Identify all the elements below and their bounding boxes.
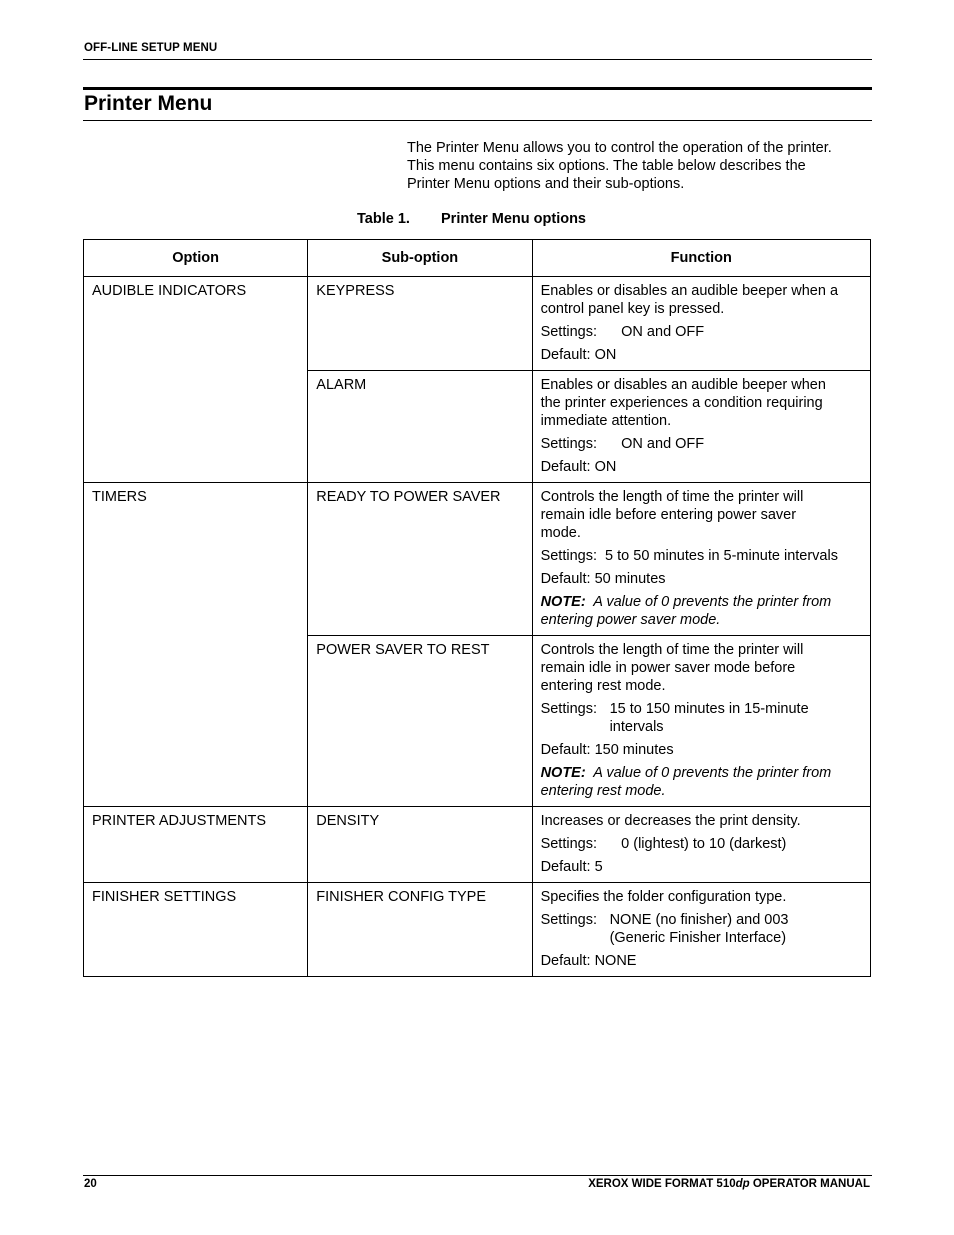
table-header-row (84, 240, 871, 277)
function-description (541, 282, 862, 318)
description-line: Specifies the folder configuration type. (540, 889, 787, 905)
function-description (541, 641, 862, 695)
settings-value: ON and OFF (621, 324, 705, 340)
intro-line: This menu contains six options. The table below describes the (407, 158, 806, 174)
table-row (84, 277, 871, 371)
settings-line (541, 323, 862, 341)
description-line: Enables or disables an audible beeper when a (540, 283, 839, 299)
table-caption-number: Table 1. (357, 211, 410, 227)
table-row (84, 483, 871, 636)
default-value: ON (594, 459, 617, 475)
option-cell: AUDIBLE INDICATORS (84, 277, 308, 483)
header-rule (83, 59, 872, 60)
intro-line: The Printer Menu allows you to control the operation of the printer. (407, 140, 832, 156)
description-line: the printer experiences a condition requiring (540, 395, 823, 411)
description-line: control panel key is pressed. (540, 301, 725, 317)
suboption-cell: FINISHER CONFIG TYPE (308, 883, 532, 977)
settings-label: Settings: (540, 436, 597, 452)
settings-label: Settings: (540, 701, 597, 717)
default-line (541, 458, 862, 476)
note-label: NOTE: (540, 765, 586, 781)
note-text: A value of 0 prevents the printer from (593, 765, 832, 781)
default-value: ON (594, 347, 617, 363)
table-row (84, 883, 871, 977)
default-value: NONE (594, 953, 637, 969)
intro-paragraph (407, 139, 877, 193)
default-label: Default: (540, 459, 591, 475)
function-description (541, 488, 862, 542)
default-value: 150 minutes (594, 742, 674, 758)
header-suboption: Sub-option (308, 240, 532, 277)
description-line: remain idle before entering power saver (540, 507, 797, 523)
page-title: Printer Menu (84, 92, 213, 115)
intro-line: Printer Menu options and their sub-options. (407, 176, 685, 192)
description-line: immediate attention. (540, 413, 672, 429)
settings-label: Settings: (540, 548, 597, 564)
option-cell: TIMERS (84, 483, 308, 807)
settings-value-line: intervals (609, 719, 664, 735)
option-cell: FINISHER SETTINGS (84, 883, 308, 977)
default-line (541, 858, 862, 876)
header-option: Option (84, 240, 308, 277)
settings-value-line: 15 to 150 minutes in 15-minute (609, 701, 809, 717)
default-label: Default: (540, 571, 591, 587)
suboption-cell: ALARM (308, 371, 532, 483)
note (541, 593, 862, 629)
default-value: 5 (594, 859, 603, 875)
function-cell (532, 371, 870, 483)
table-caption-title: Printer Menu options (441, 211, 586, 227)
default-label: Default: (540, 742, 591, 758)
settings-label: Settings: (540, 324, 597, 340)
function-cell (532, 807, 870, 883)
default-value: 50 minutes (594, 571, 666, 587)
settings-value: ON and OFF (621, 436, 705, 452)
suboption-cell: READY TO POWER SAVER (308, 483, 532, 636)
function-description (541, 888, 862, 906)
settings-value: 5 to 50 minutes in 5-minute intervals (605, 548, 838, 564)
settings-value (609, 911, 862, 947)
note-text: entering power saver mode. (540, 612, 721, 628)
settings-value-line: (Generic Finisher Interface) (609, 930, 787, 946)
suboption-cell: POWER SAVER TO REST (308, 636, 532, 807)
manual-title-italic: dp (735, 1178, 750, 1190)
settings-line (541, 911, 862, 947)
settings-line (541, 547, 862, 565)
description-line: remain idle in power saver mode before (540, 660, 796, 676)
description-line: mode. (540, 525, 581, 541)
settings-label: Settings: (540, 912, 597, 928)
running-head: OFF-LINE SETUP MENU (84, 42, 218, 54)
note-label: NOTE: (540, 594, 586, 610)
function-description (541, 812, 862, 830)
default-line (541, 952, 862, 970)
section-bottom-rule (83, 120, 872, 121)
section-top-rule (83, 87, 872, 90)
default-label: Default: (540, 953, 591, 969)
default-line (541, 741, 862, 759)
description-line: Increases or decreases the print density. (540, 813, 801, 829)
function-description (541, 376, 862, 430)
description-line: Controls the length of time the printer will (540, 642, 804, 658)
default-label: Default: (540, 859, 591, 875)
manual-title (588, 1178, 870, 1190)
suboption-cell: DENSITY (308, 807, 532, 883)
function-cell (532, 277, 870, 371)
settings-line (541, 700, 862, 736)
settings-line (541, 835, 862, 853)
settings-value-line: NONE (no finisher) and 003 (609, 912, 789, 928)
table-caption (357, 211, 586, 227)
note (541, 764, 862, 800)
note-text: A value of 0 prevents the printer from (593, 594, 832, 610)
manual-title-suffix: OPERATOR MANUAL (749, 1178, 870, 1190)
description-line: entering rest mode. (540, 678, 666, 694)
option-cell: PRINTER ADJUSTMENTS (84, 807, 308, 883)
header-function: Function (532, 240, 870, 277)
description-line: Enables or disables an audible beeper when (540, 377, 826, 393)
note-text: entering rest mode. (540, 783, 666, 799)
function-cell (532, 483, 870, 636)
function-cell (532, 636, 870, 807)
page-number: 20 (84, 1178, 97, 1190)
table-row (84, 807, 871, 883)
printer-menu-table (83, 239, 871, 977)
footer-rule (83, 1175, 872, 1176)
default-line (541, 570, 862, 588)
settings-value: 0 (lightest) to 10 (darkest) (621, 836, 787, 852)
settings-label: Settings: (540, 836, 597, 852)
default-line (541, 346, 862, 364)
suboption-cell: KEYPRESS (308, 277, 532, 371)
settings-value (609, 700, 862, 736)
function-cell (532, 883, 870, 977)
settings-line (541, 435, 862, 453)
manual-title-prefix: XEROX WIDE FORMAT 510 (588, 1178, 736, 1190)
default-label: Default: (540, 347, 591, 363)
description-line: Controls the length of time the printer will (540, 489, 804, 505)
